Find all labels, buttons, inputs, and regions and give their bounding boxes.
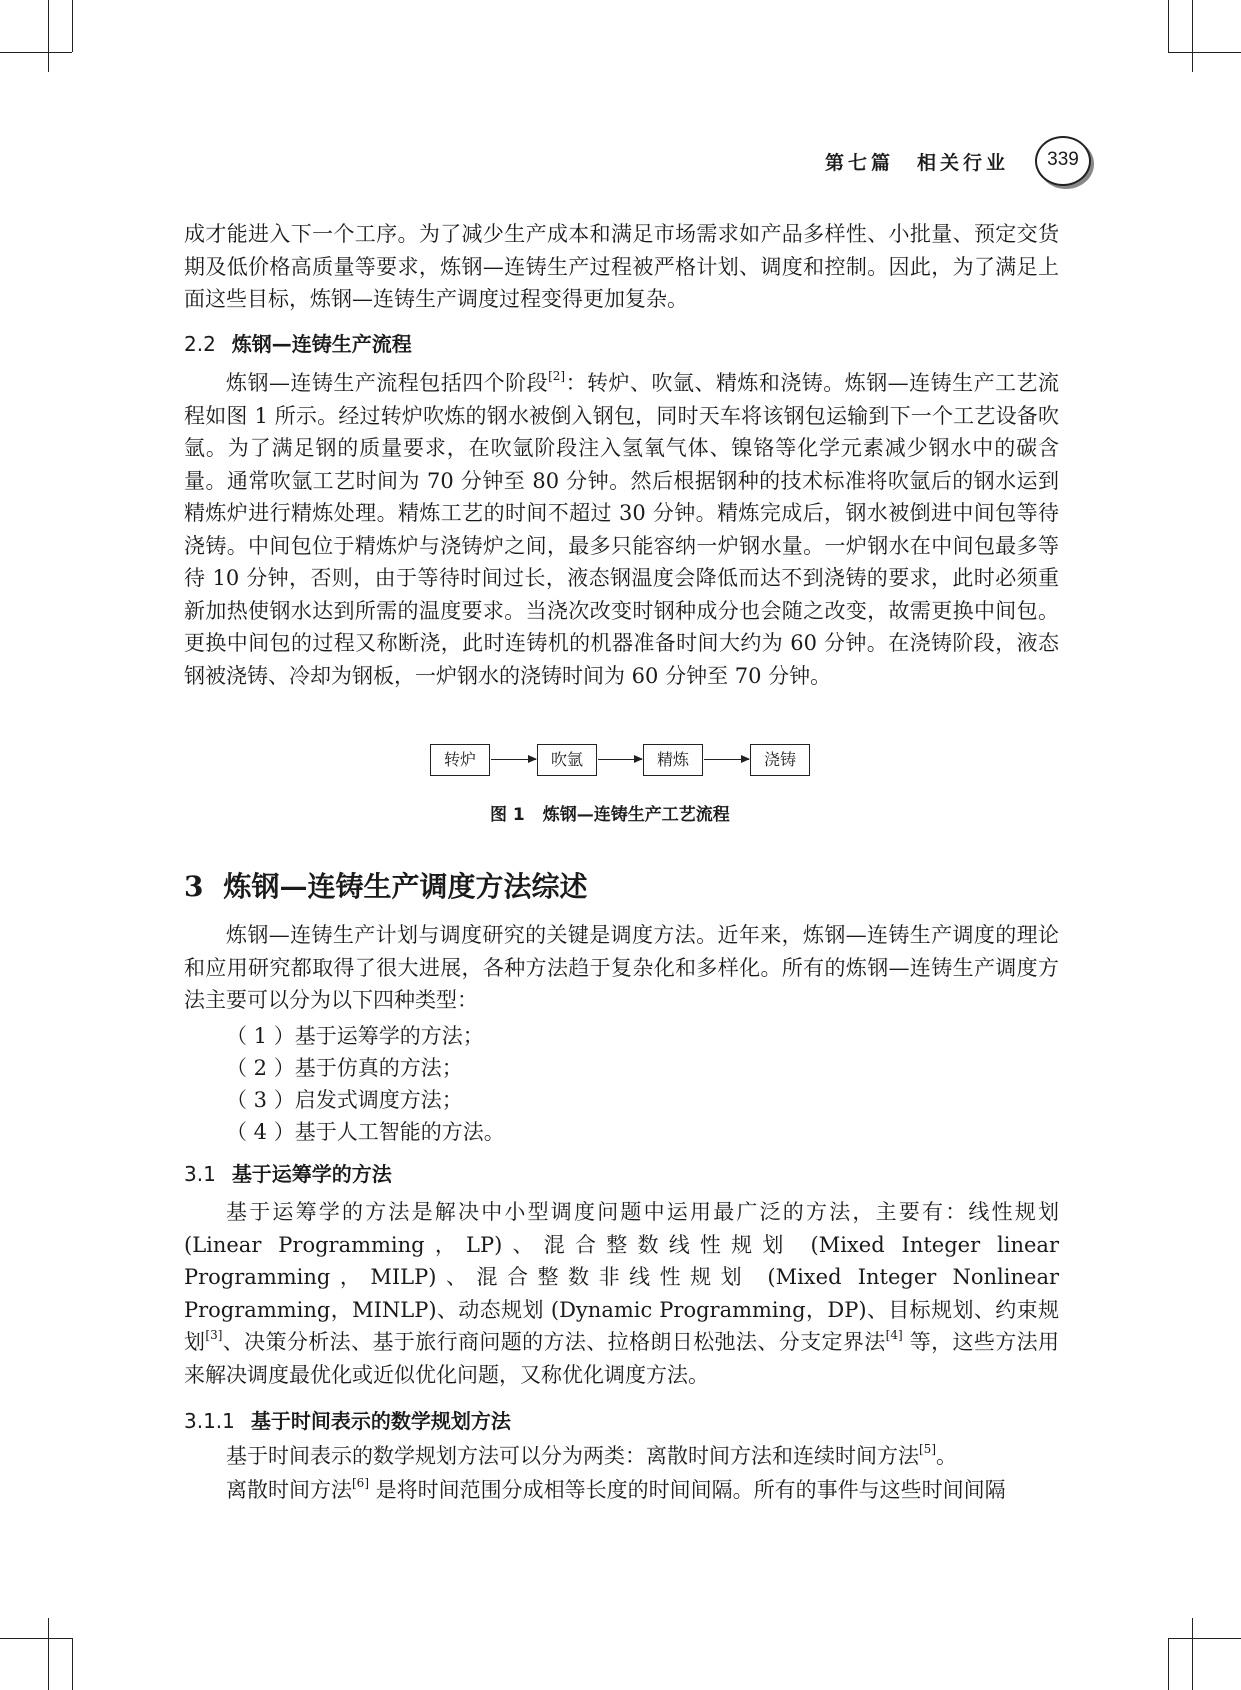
list-item: （ 4 ）基于人工智能的方法。	[226, 1120, 505, 1144]
page-number: 339	[1035, 136, 1091, 186]
crop-mark	[48, 0, 49, 72]
section-title: 基于运筹学的方法	[231, 1162, 392, 1186]
section-number: 3.1.1	[184, 1409, 235, 1433]
text-run: 。	[936, 1444, 957, 1468]
flow-step-casting: 浇铸	[750, 744, 810, 776]
citation-ref: [6]	[352, 1476, 369, 1490]
citation-ref: [3]	[205, 1328, 223, 1342]
crop-mark	[1192, 1618, 1193, 1690]
text-run: 基于时间表示的数学规划方法可以分为两类：离散时间方法和连续时间方法	[226, 1444, 919, 1468]
text-run: 是将时间范围分成相等长度的时间间隔。所有的事件与这些时间间隔	[369, 1478, 1006, 1502]
text-run: 等，这些方法用来解决调度最优化或近似优化问题，又称优化调度方法。	[184, 1330, 1059, 1387]
section-heading-2-2	[184, 328, 412, 357]
section-number: 2.2	[184, 332, 216, 356]
text-run: 、决策分析法、基于旅行商问题的方法、拉格朗日松弛法、分支定界法	[222, 1330, 886, 1354]
body-paragraph	[184, 1196, 1059, 1391]
citation-ref: [2]	[548, 369, 566, 383]
citation-ref: [5]	[919, 1442, 936, 1456]
crop-mark	[0, 52, 72, 53]
crop-mark	[1168, 1638, 1169, 1690]
crop-mark	[1168, 52, 1241, 53]
flow-step-refining: 精炼	[643, 744, 703, 776]
flow-arrow	[491, 759, 536, 760]
section-number: 3	[184, 870, 204, 903]
text-run: ：转炉、吹氩、精炼和浇铸。炼钢—连铸生产工艺流程如图 1 所示。经过转炉吹炼的钢水被倒入钢包，同时天车将该钢包运输到下一个工艺设备吹氩。为了满足钢的质量要求，在吹氩阶段注入氢氧气体、镍铬等化学元素减少钢水中的碳含量。通常吹氩工艺时间为 70 分钟至 80 分钟。然后根据钢种的技术标准将吹氩后的钢水运到精炼炉进行精炼处理。精炼工艺的时间不超过 30 分钟。精炼完成后，钢水被倒进中间包等待浇铸。中间包位于精炼炉与浇铸炉之间，最多只能容纳一炉钢水量。一炉钢水在中间包最多等待 10 分钟，否则，由于等待时间过长，液态钢温度会降低而达不到浇铸的要求，此时必须重新加热使钢水达到所需的温度要求。当浇次改变时钢种成分也会随之改变，故需更换中间包。更换中间包的过程又称断浇，此时连铸机的机器准备时间大约为 60 分钟。在浇铸阶段，液态钢被浇铸、冷却为钢板，一炉钢水的浇铸时间为 60 分钟至 70 分钟。	[184, 371, 1060, 688]
body-paragraph	[184, 1474, 1059, 1507]
figure-title: 炼钢—连铸生产工艺流程	[542, 805, 730, 825]
list-item: （ 1 ）基于运筹学的方法；	[226, 1024, 484, 1048]
body-paragraph	[184, 367, 1059, 692]
section-heading-3	[184, 865, 588, 905]
flow-step-converter: 转炉	[430, 744, 490, 776]
text-run: 离散时间方法	[226, 1478, 352, 1502]
crop-mark	[48, 1618, 49, 1690]
body-paragraph	[184, 1440, 1059, 1473]
citation-ref: [4]	[885, 1328, 903, 1342]
flow-arrow	[704, 759, 749, 760]
list-item: （ 3 ）启发式调度方法；	[226, 1088, 463, 1112]
section-title: 炼钢—连铸生产流程	[231, 332, 412, 356]
flow-arrow	[598, 759, 642, 760]
text-run: 炼钢—连铸生产流程包括四个阶段	[226, 371, 549, 395]
section-title: 基于时间表示的数学规划方法	[250, 1409, 511, 1433]
list-item: （ 2 ）基于仿真的方法；	[226, 1056, 463, 1080]
text-run: 基于运筹学的方法是解决中小型调度问题中运用最广泛的方法，主要有：线性规划 (Linear Programming，LP)、混合整数线性规划 (Mixed Integer linear Programming，MILP)、混合整数非线性规划 (Mixed Integer Nonlinear Programming，MINLP)、动态规划 (Dynamic Programming，DP)、目标规划、约束规划	[184, 1200, 1059, 1354]
crop-mark	[1168, 1638, 1241, 1639]
body-paragraph: 炼钢—连铸生产计划与调度研究的关键是调度方法。近年来，炼钢—连铸生产调度的理论和应用研究都取得了很大进展，各种方法趋于复杂化和多样化。所有的炼钢—连铸生产调度方法主要可以分为以下四种类型：	[184, 923, 1059, 1012]
section-title: 炼钢—连铸生产调度方法综述	[223, 870, 588, 903]
body-paragraph: 成才能进入下一个工序。为了减少生产成本和满足市场需求如产品多样性、小批量、预定交货期及低价格高质量等要求，炼钢—连铸生产过程被严格计划、调度和控制。因此，为了满足上面这些目标，炼钢—连铸生产调度过程变得更加复杂。	[184, 222, 1059, 311]
figure-number: 图 1	[490, 805, 525, 825]
crop-mark	[72, 1638, 73, 1690]
running-head: 第七篇 相关行业	[824, 152, 1009, 174]
crop-mark	[0, 1638, 72, 1639]
flow-step-argon: 吹氩	[537, 744, 597, 776]
crop-mark	[72, 0, 73, 52]
crop-mark	[1192, 0, 1193, 72]
crop-mark	[1168, 0, 1169, 52]
section-number: 3.1	[184, 1162, 216, 1186]
section-heading-3-1	[184, 1158, 392, 1187]
figure-caption	[490, 800, 730, 825]
section-heading-3-1-1	[184, 1405, 511, 1434]
